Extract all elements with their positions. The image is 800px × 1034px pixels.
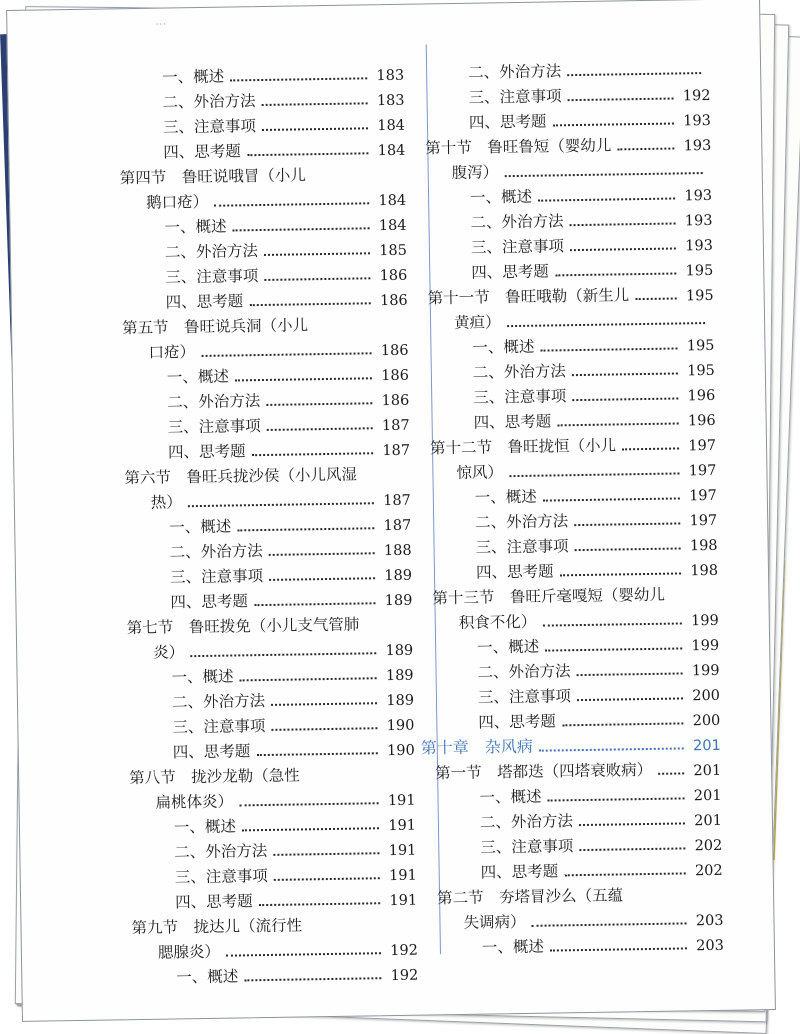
toc-leader-dots — [570, 247, 676, 251]
toc-entry-title: 三、注意事项 — [174, 866, 268, 887]
toc-entry-title: 一、概述 — [472, 337, 535, 357]
toc-entry-title: 第九节 拢达儿（流行性 — [131, 916, 303, 938]
toc-entry-title: 三、注意事项 — [468, 87, 562, 107]
toc-entry-title: 腮腺炎） — [157, 942, 221, 962]
toc-entry-title: 第十章 杂风病 — [420, 736, 533, 758]
toc-page-number: 184 — [377, 142, 406, 160]
toc-entry-title: 惊风） — [456, 463, 504, 482]
toc-page-number: 202 — [694, 837, 723, 855]
toc-page-number: 187 — [382, 442, 411, 460]
toc-page-number: 201 — [693, 787, 722, 805]
toc-page-number: 189 — [384, 592, 413, 610]
toc-entry-title: 二、外治方法 — [167, 392, 261, 412]
toc-leader-dots — [507, 322, 705, 327]
toc-leader-dots — [572, 372, 678, 376]
toc-page-number: 193 — [684, 187, 713, 205]
toc-leader-dots — [188, 502, 374, 507]
toc-entry-title: 四、思考题 — [473, 412, 552, 432]
toc-page-number: 191 — [387, 792, 416, 810]
toc-page-number: 196 — [687, 387, 716, 405]
toc-leader-dots — [562, 722, 684, 726]
toc-entry-title: 一、概述 — [166, 367, 230, 387]
toc-entry-title: 三、注意事项 — [477, 687, 572, 707]
toc-page-number: 190 — [386, 717, 415, 735]
toc-leader-dots — [262, 127, 368, 131]
toc-leader-dots — [543, 497, 680, 501]
toc-leader-dots — [555, 272, 677, 276]
toc-leader-dots — [239, 802, 379, 806]
toc-entry — [118, 959, 418, 989]
toc-page-number: 191 — [389, 892, 418, 910]
toc-leader-dots — [259, 902, 381, 906]
toc-page-number: 186 — [381, 367, 410, 385]
toc-entry-title: 第十一节 鲁旺哦勒（新生儿 — [427, 286, 630, 308]
toc-entry-title: 四、思考题 — [468, 112, 547, 132]
toc-leader-dots — [532, 922, 687, 926]
toc-entry-title: 热） — [150, 493, 183, 512]
toc-leader-dots — [240, 677, 377, 681]
toc-leader-dots — [557, 422, 679, 426]
toc-entry-title: 二、外治方法 — [472, 362, 566, 382]
toc-entry-title: 第五节 鲁旺说兵洞（小儿 — [121, 316, 309, 338]
toc-entry-title: 一、概述 — [479, 787, 542, 807]
toc-entry-title: 一、概述 — [171, 667, 234, 687]
toc-page-number: 191 — [388, 842, 417, 860]
toc-entry-title: 四、思考题 — [471, 262, 549, 282]
toc-leader-dots — [579, 847, 685, 851]
toc-entry-title: 一、概述 — [173, 817, 237, 837]
toc-entry-title: 三、注意事项 — [162, 117, 257, 137]
toc-entry-title: 第六节 鲁旺兵拢沙侯（小儿风湿 — [124, 465, 358, 488]
toc-entry-title: 二、外治方法 — [477, 662, 571, 682]
toc-page-number: 197 — [689, 512, 718, 530]
toc-page-number: 185 — [379, 242, 408, 260]
toc-page-number: 188 — [383, 542, 412, 560]
toc-leader-dots — [254, 602, 376, 606]
toc-leader-dots — [201, 352, 372, 357]
toc-leader-dots — [545, 647, 682, 651]
toc-entry-title: 一、概述 — [176, 967, 239, 987]
toc-page-number: 186 — [381, 392, 410, 410]
toc-page-number: 191 — [388, 817, 417, 835]
toc-leader-dots — [509, 472, 680, 477]
toc-leader-dots — [233, 227, 370, 231]
toc-leader-dots — [658, 772, 684, 774]
toc-leader-dots — [226, 952, 381, 956]
toc-page-number: 186 — [379, 292, 408, 310]
toc-page-number: 193 — [685, 237, 714, 255]
toc-entry-title: 一、概述 — [162, 67, 225, 87]
toc-page-number: 190 — [386, 742, 415, 760]
toc-page-number: 189 — [385, 667, 414, 685]
toc-leader-dots — [635, 297, 677, 300]
toc-entry-title: 炎） — [153, 643, 185, 662]
toc-entry-title: 四、思考题 — [165, 292, 244, 312]
toc-entry-title: 二、外治方法 — [162, 92, 256, 112]
toc-page-number: 192 — [682, 87, 711, 105]
toc-entry-title: 二、外治方法 — [174, 841, 268, 862]
toc-leader-dots — [541, 347, 678, 351]
toc-entry-title: 四、思考题 — [167, 442, 246, 462]
toc-entry-title: 二、外治方法 — [475, 512, 569, 532]
toc-page-number: 200 — [692, 687, 721, 705]
toc-leader-dots — [244, 977, 381, 981]
toc-entry-title: 二、外治方法 — [169, 542, 263, 562]
toc-leader-dots — [577, 697, 683, 701]
toc-page-number: 203 — [695, 912, 724, 930]
toc-leader-dots — [247, 152, 369, 156]
toc-page-number: 193 — [683, 137, 712, 155]
toc-entry-title: 二、外治方法 — [171, 692, 266, 712]
toc-entry-title: 四、思考题 — [475, 562, 554, 582]
toc-entry-title: 黄疸） — [453, 313, 501, 332]
toc-page-number: 187 — [383, 517, 412, 535]
toc-entry-title: 一、概述 — [164, 217, 227, 237]
toc-entry-title: 三、注意事项 — [172, 717, 266, 737]
toc-leader-dots — [577, 672, 683, 676]
toc-leader-dots — [235, 377, 372, 381]
toc-page-number: 201 — [694, 812, 723, 830]
toc-leader-dots — [271, 702, 377, 706]
toc-page-number: 193 — [683, 112, 712, 130]
toc-entry-title: 一、概述 — [481, 937, 545, 957]
toc-page-number: 195 — [685, 262, 714, 280]
toc-leader-dots — [560, 572, 682, 576]
toc-leader-dots — [274, 877, 380, 881]
toc-page-number: 184 — [378, 217, 407, 235]
toc-page-number: 187 — [383, 492, 411, 510]
toc-page-number: 183 — [376, 67, 405, 85]
toc-leader-dots — [570, 222, 676, 226]
toc-page-number: 200 — [692, 712, 721, 730]
toc-entry-title: 二、外治方法 — [479, 812, 574, 832]
toc-page-number: 199 — [691, 637, 720, 655]
toc-entry-title: 第八节 拢沙龙勒（急性 — [129, 766, 300, 788]
toc-leader-dots — [539, 747, 684, 751]
toc-leader-dots — [622, 447, 679, 450]
toc-entry-title: 扁桃体炎） — [155, 792, 234, 812]
toc-leader-dots — [264, 252, 370, 256]
toc-entry-title: 三、注意事项 — [475, 537, 569, 557]
toc-entry-title: 二、外治方法 — [467, 62, 562, 82]
toc-leader-dots — [574, 522, 680, 526]
toc-entry-title: 腹泻） — [451, 163, 499, 183]
toc-entry-title: 三、注意事项 — [169, 567, 264, 587]
toc-leader-dots — [269, 577, 375, 581]
toc-entry-title: 鹅口疮） — [146, 192, 209, 212]
toc-page-number: 195 — [685, 287, 714, 305]
toc-page-number: 202 — [694, 862, 723, 880]
toc-leader-dots — [617, 147, 674, 150]
toc-entry-title: 二、外治方法 — [164, 242, 259, 262]
toc-entry-title: 一、概述 — [474, 487, 537, 507]
toc-page-number: 197 — [689, 487, 717, 505]
toc-entry-title: 口疮） — [148, 343, 196, 362]
toc-page-number: 189 — [385, 642, 414, 660]
toc-entry-title: 第十二节 鲁旺拢恒（小儿 — [429, 436, 617, 458]
toc-entry-title: 第一节 塔都迭（四塔衰败病） — [435, 760, 653, 783]
toc-page-number: 186 — [379, 267, 408, 285]
toc-page-number: 195 — [686, 337, 715, 355]
toc-entry-title: 一、概述 — [169, 517, 232, 537]
toc-leader-dots — [564, 872, 686, 876]
toc-leader-dots — [504, 172, 702, 177]
toc-page-number: 192 — [390, 942, 419, 960]
toc-page-number: 195 — [687, 362, 715, 380]
toc-entry-title: 二、外治方法 — [470, 212, 564, 232]
toc-page-number: 196 — [687, 412, 716, 430]
toc-entry-title: 四、思考题 — [174, 892, 253, 912]
toc-entry-title: 失调病） — [463, 912, 526, 932]
toc-leader-dots — [548, 797, 685, 801]
toc-leader-dots — [266, 402, 372, 406]
toc-entry-title: 第十三节 鲁旺斤毫嘎短（婴幼儿 — [432, 585, 666, 608]
toc-leader-dots — [249, 302, 371, 306]
toc-leader-dots — [267, 427, 373, 431]
toc-entry — [424, 929, 724, 959]
toc-leader-dots — [262, 102, 368, 106]
toc-leader-dots — [230, 77, 367, 81]
toc-leader-dots — [237, 527, 374, 531]
toc-page-number: 197 — [688, 462, 717, 480]
toc-entry-title: 四、思考题 — [480, 862, 559, 882]
toc-page-number: 199 — [690, 612, 719, 630]
toc-page-number: 183 — [376, 92, 405, 110]
toc-leader-dots — [190, 652, 376, 657]
toc-entry-title: 第四节 鲁旺说哦冒（小儿 — [119, 166, 306, 188]
toc-leader-dots — [269, 552, 375, 556]
toc-page-number: 192 — [390, 967, 419, 985]
toc-entry-title: 四、思考题 — [163, 142, 242, 162]
toc-entry-title: 三、注意事项 — [480, 837, 574, 857]
toc-page-number: 203 — [696, 937, 725, 955]
toc-entry-title: 四、思考题 — [478, 712, 556, 732]
toc-leader-dots — [256, 752, 378, 756]
toc-page-number: 184 — [378, 192, 407, 210]
toc-leader-dots — [214, 202, 369, 206]
toc-leader-dots — [579, 822, 685, 826]
toc-page — [6, 0, 776, 1022]
toc-page-number: 201 — [693, 762, 722, 780]
toc-entry-title: 一、概述 — [469, 187, 533, 207]
toc-leader-dots — [568, 98, 674, 102]
toc-entry-title: 三、注意事项 — [473, 387, 567, 407]
toc-entry-title: 一、概述 — [477, 637, 540, 657]
toc-page-number: 184 — [377, 117, 406, 135]
toc-page-number: 191 — [388, 867, 417, 885]
toc-page-number: 187 — [381, 417, 410, 435]
toc-entry-title: 三、注意事项 — [470, 237, 565, 257]
toc-page-number: 198 — [689, 537, 718, 555]
toc-leader-dots — [273, 852, 379, 856]
toc-leader-dots — [242, 827, 379, 831]
toc-leader-dots — [538, 197, 675, 201]
toc-page-number: 189 — [384, 567, 413, 585]
toc-left-column — [104, 59, 418, 989]
toc-page-number: 198 — [690, 562, 719, 580]
toc-entry-title: 四、思考题 — [170, 592, 249, 612]
toc-page-number: 186 — [380, 342, 409, 360]
toc-page-number: 193 — [684, 212, 713, 230]
toc-page-number: 197 — [688, 437, 717, 455]
toc-entry-title: 三、注意事项 — [165, 267, 259, 287]
toc-page-number: 201 — [692, 737, 721, 755]
toc-leader-dots — [264, 277, 370, 281]
toc-leader-dots — [567, 72, 701, 76]
toc-page-number: 199 — [691, 662, 720, 680]
toc-page-number: 189 — [386, 692, 415, 710]
toc-leader-dots — [271, 727, 377, 731]
toc-leader-dots — [575, 547, 681, 551]
running-header: … — [155, 14, 168, 28]
toc-entry-title: 四、思考题 — [172, 742, 251, 762]
toc-leader-dots — [572, 397, 678, 401]
toc-leader-dots — [252, 452, 374, 456]
toc-leader-dots — [550, 947, 687, 951]
toc-leader-dots — [552, 123, 674, 127]
toc-entry-title: 第十节 鲁旺鲁短（婴幼儿 — [425, 136, 612, 158]
toc-right-column — [410, 54, 724, 959]
toc-entry-title: 三、注意事项 — [167, 417, 261, 437]
toc-leader-dots — [542, 622, 682, 626]
toc-entry-title: 第七节 鲁旺拨免（小儿支气管肺 — [126, 615, 360, 638]
toc-entry-title: 第二节 夯塔冒沙么（五蕴 — [436, 886, 624, 908]
toc-entry-title: 积食不化） — [458, 612, 537, 632]
